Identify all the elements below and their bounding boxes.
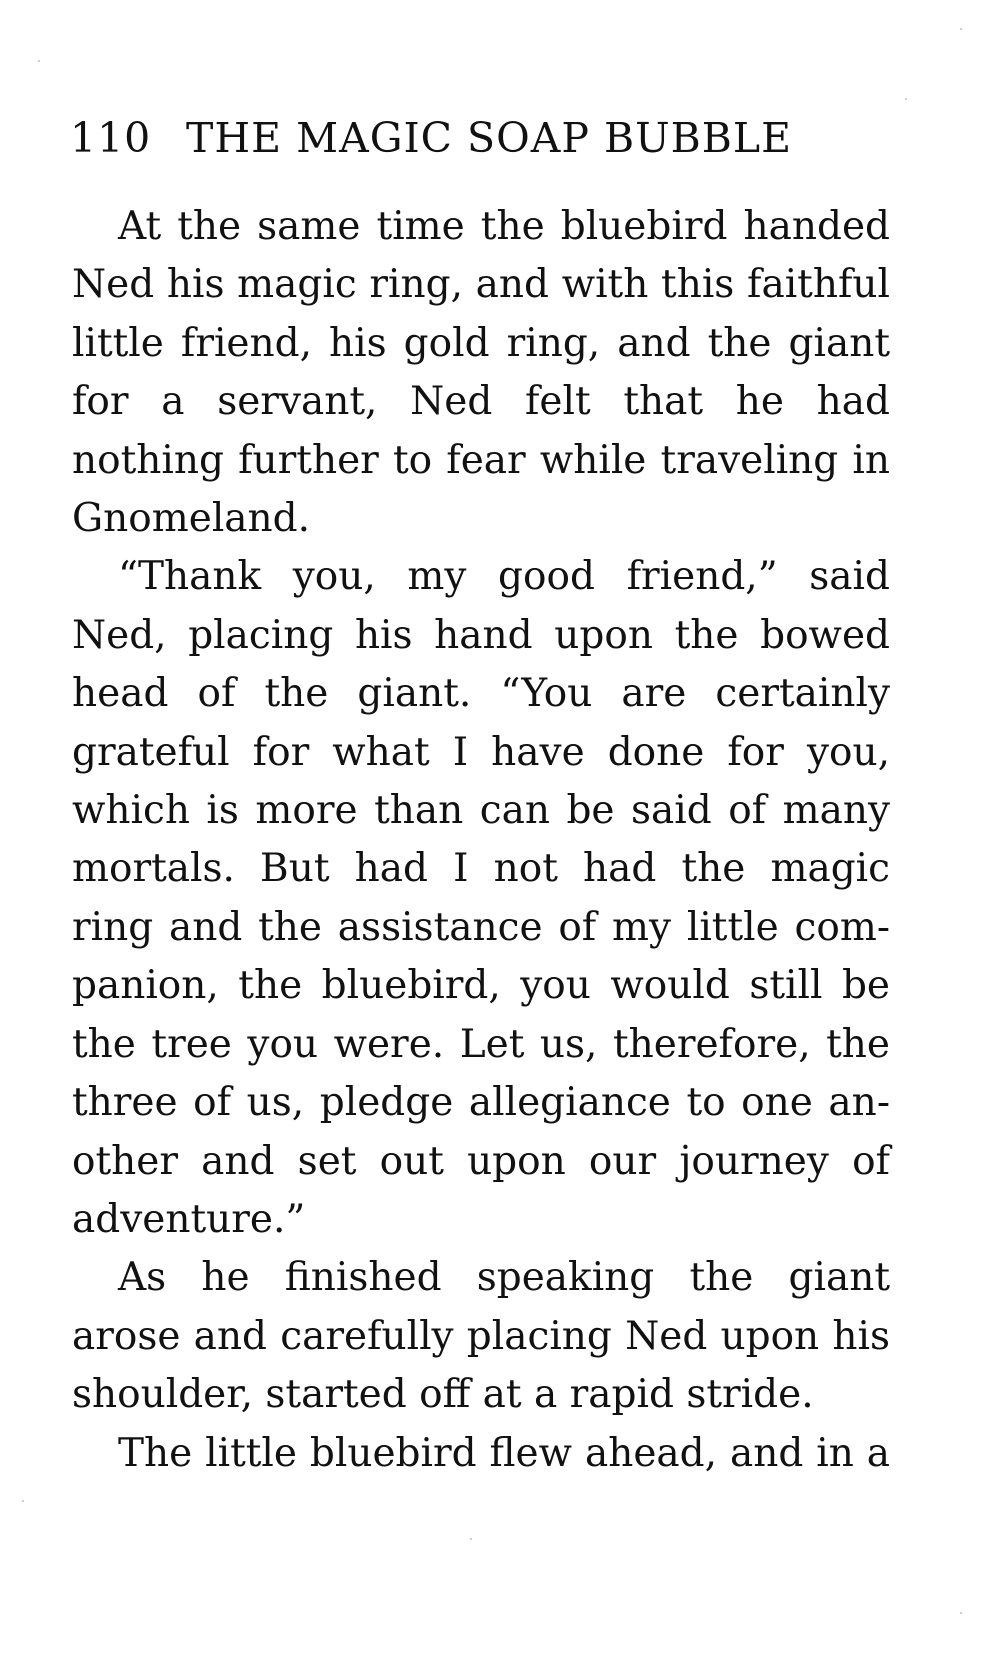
- running-header: [70, 112, 890, 164]
- paper-speck: [960, 1612, 962, 1614]
- paper-speck: [22, 1500, 24, 1502]
- paper-speck: [470, 1538, 472, 1540]
- paragraph-3: As he finished speaking the giant arose and carefully placing Ned upon his shoulder, started off at a rapid stride.: [72, 1255, 890, 1418]
- paragraph-1: At the same time the bluebird handed Ned his magic ring, and with this faithful little friend, his gold ring, and the giant for a servant, Ned felt that he had nothing further to fear while traveling in Gnomeland.: [72, 204, 890, 542]
- paper-speck: [38, 60, 40, 62]
- paragraph-2: “Thank you, my good friend,” said Ned, placing his hand upon the bowed head of the giant. “You are certainly grateful for what I have done for you, which is more than can be said of many mortals. But had I not had the magic ring and the assistance of my little companion, the bluebird, you would still be the tree you were. Let us, therefore, the three of us, pledge allegiance to one another and set out upon our journey of adventure.”: [72, 554, 890, 1242]
- book-title: THE MAGIC SOAP BUBBLE: [186, 114, 793, 162]
- body-text: [72, 198, 890, 1483]
- paper-speck: [905, 98, 907, 100]
- page-number: 110: [70, 114, 152, 162]
- paragraph-4: The little bluebird flew ahead, and in a: [118, 1430, 890, 1476]
- paper-speck: [960, 28, 962, 30]
